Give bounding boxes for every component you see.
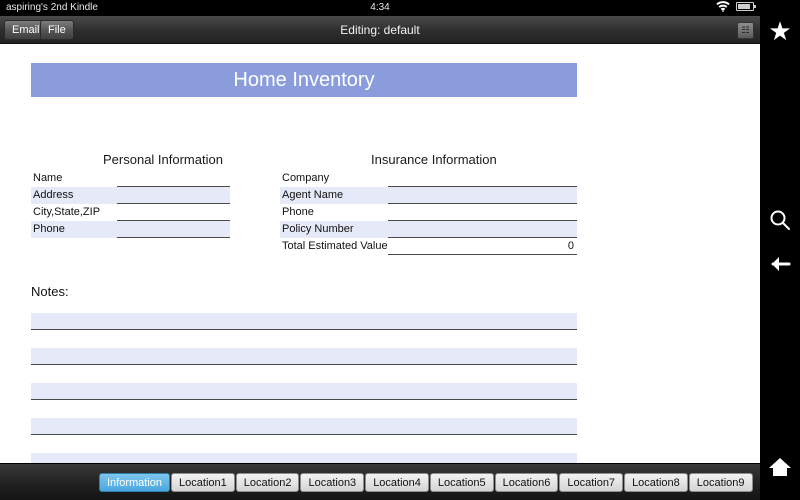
field-label-agent-name: Agent Name: [280, 187, 388, 204]
field-label-company: Company: [282, 172, 330, 184]
field-input-name[interactable]: [117, 170, 230, 187]
tab-list: [99, 473, 753, 492]
tab-location9[interactable]: Location9: [689, 473, 753, 492]
notes-line-5[interactable]: [31, 453, 577, 463]
status-icons: [716, 1, 754, 12]
field-label-address: Address: [31, 187, 117, 204]
field-input-company[interactable]: [388, 170, 577, 187]
tab-location7[interactable]: Location7: [559, 473, 623, 492]
editing-status-label: Editing: default: [340, 23, 420, 37]
tab-location4[interactable]: Location4: [365, 473, 429, 492]
status-bar: [0, 0, 760, 16]
device-name-label: aspiring's 2nd Kindle: [6, 2, 98, 13]
overflow-menu-button[interactable]: ☷: [737, 22, 754, 39]
tab-location3[interactable]: Location3: [300, 473, 364, 492]
form-content-area: [0, 44, 760, 463]
field-input-agent-name[interactable]: [388, 187, 577, 204]
tab-location8[interactable]: Location8: [624, 473, 688, 492]
field-label-city-state-zip: City,State,ZIP: [33, 206, 101, 218]
tab-location6[interactable]: Location6: [495, 473, 559, 492]
back-arrow-icon[interactable]: [760, 252, 800, 281]
home-icon[interactable]: [760, 455, 800, 484]
field-label-phone-personal: Phone: [31, 221, 117, 238]
field-input-policy-number[interactable]: [388, 221, 577, 238]
field-input-address[interactable]: [117, 187, 230, 204]
field-input-city-state-zip[interactable]: [117, 204, 230, 221]
personal-information-heading: Personal Information: [103, 152, 223, 167]
favorite-star-icon[interactable]: ★: [768, 16, 792, 46]
field-label-policy-number: Policy Number: [280, 221, 388, 238]
field-label-name: Name: [33, 172, 63, 184]
tab-location2[interactable]: Location2: [236, 473, 300, 492]
field-input-phone-insurance[interactable]: [388, 204, 577, 221]
tab-information[interactable]: Information: [99, 473, 170, 492]
email-button[interactable]: Email: [4, 20, 48, 40]
battery-icon: [736, 2, 754, 11]
notes-label: Notes:: [31, 284, 69, 299]
wifi-icon: [716, 1, 730, 12]
notes-line-3[interactable]: [31, 383, 577, 400]
location-tab-bar: [0, 463, 760, 500]
tab-location5[interactable]: Location5: [430, 473, 494, 492]
system-rail: [760, 0, 800, 500]
search-icon[interactable]: [760, 208, 800, 237]
insurance-information-heading: Insurance Information: [371, 152, 497, 167]
field-label-total-estimated-value: Total Estimated Value: [282, 240, 388, 252]
notes-line-2[interactable]: [31, 348, 577, 365]
page-title: Home Inventory: [31, 63, 577, 97]
field-input-phone-personal[interactable]: [117, 221, 230, 238]
field-label-phone-insurance: Phone: [282, 206, 314, 218]
file-button[interactable]: File: [40, 20, 74, 40]
status-clock: 4:34: [370, 2, 390, 13]
notes-line-4[interactable]: [31, 418, 577, 435]
field-input-total-estimated-value[interactable]: [388, 238, 577, 255]
app-title-bar: [0, 16, 760, 44]
tab-location1[interactable]: Location1: [171, 473, 235, 492]
notes-line-1[interactable]: [31, 313, 577, 330]
